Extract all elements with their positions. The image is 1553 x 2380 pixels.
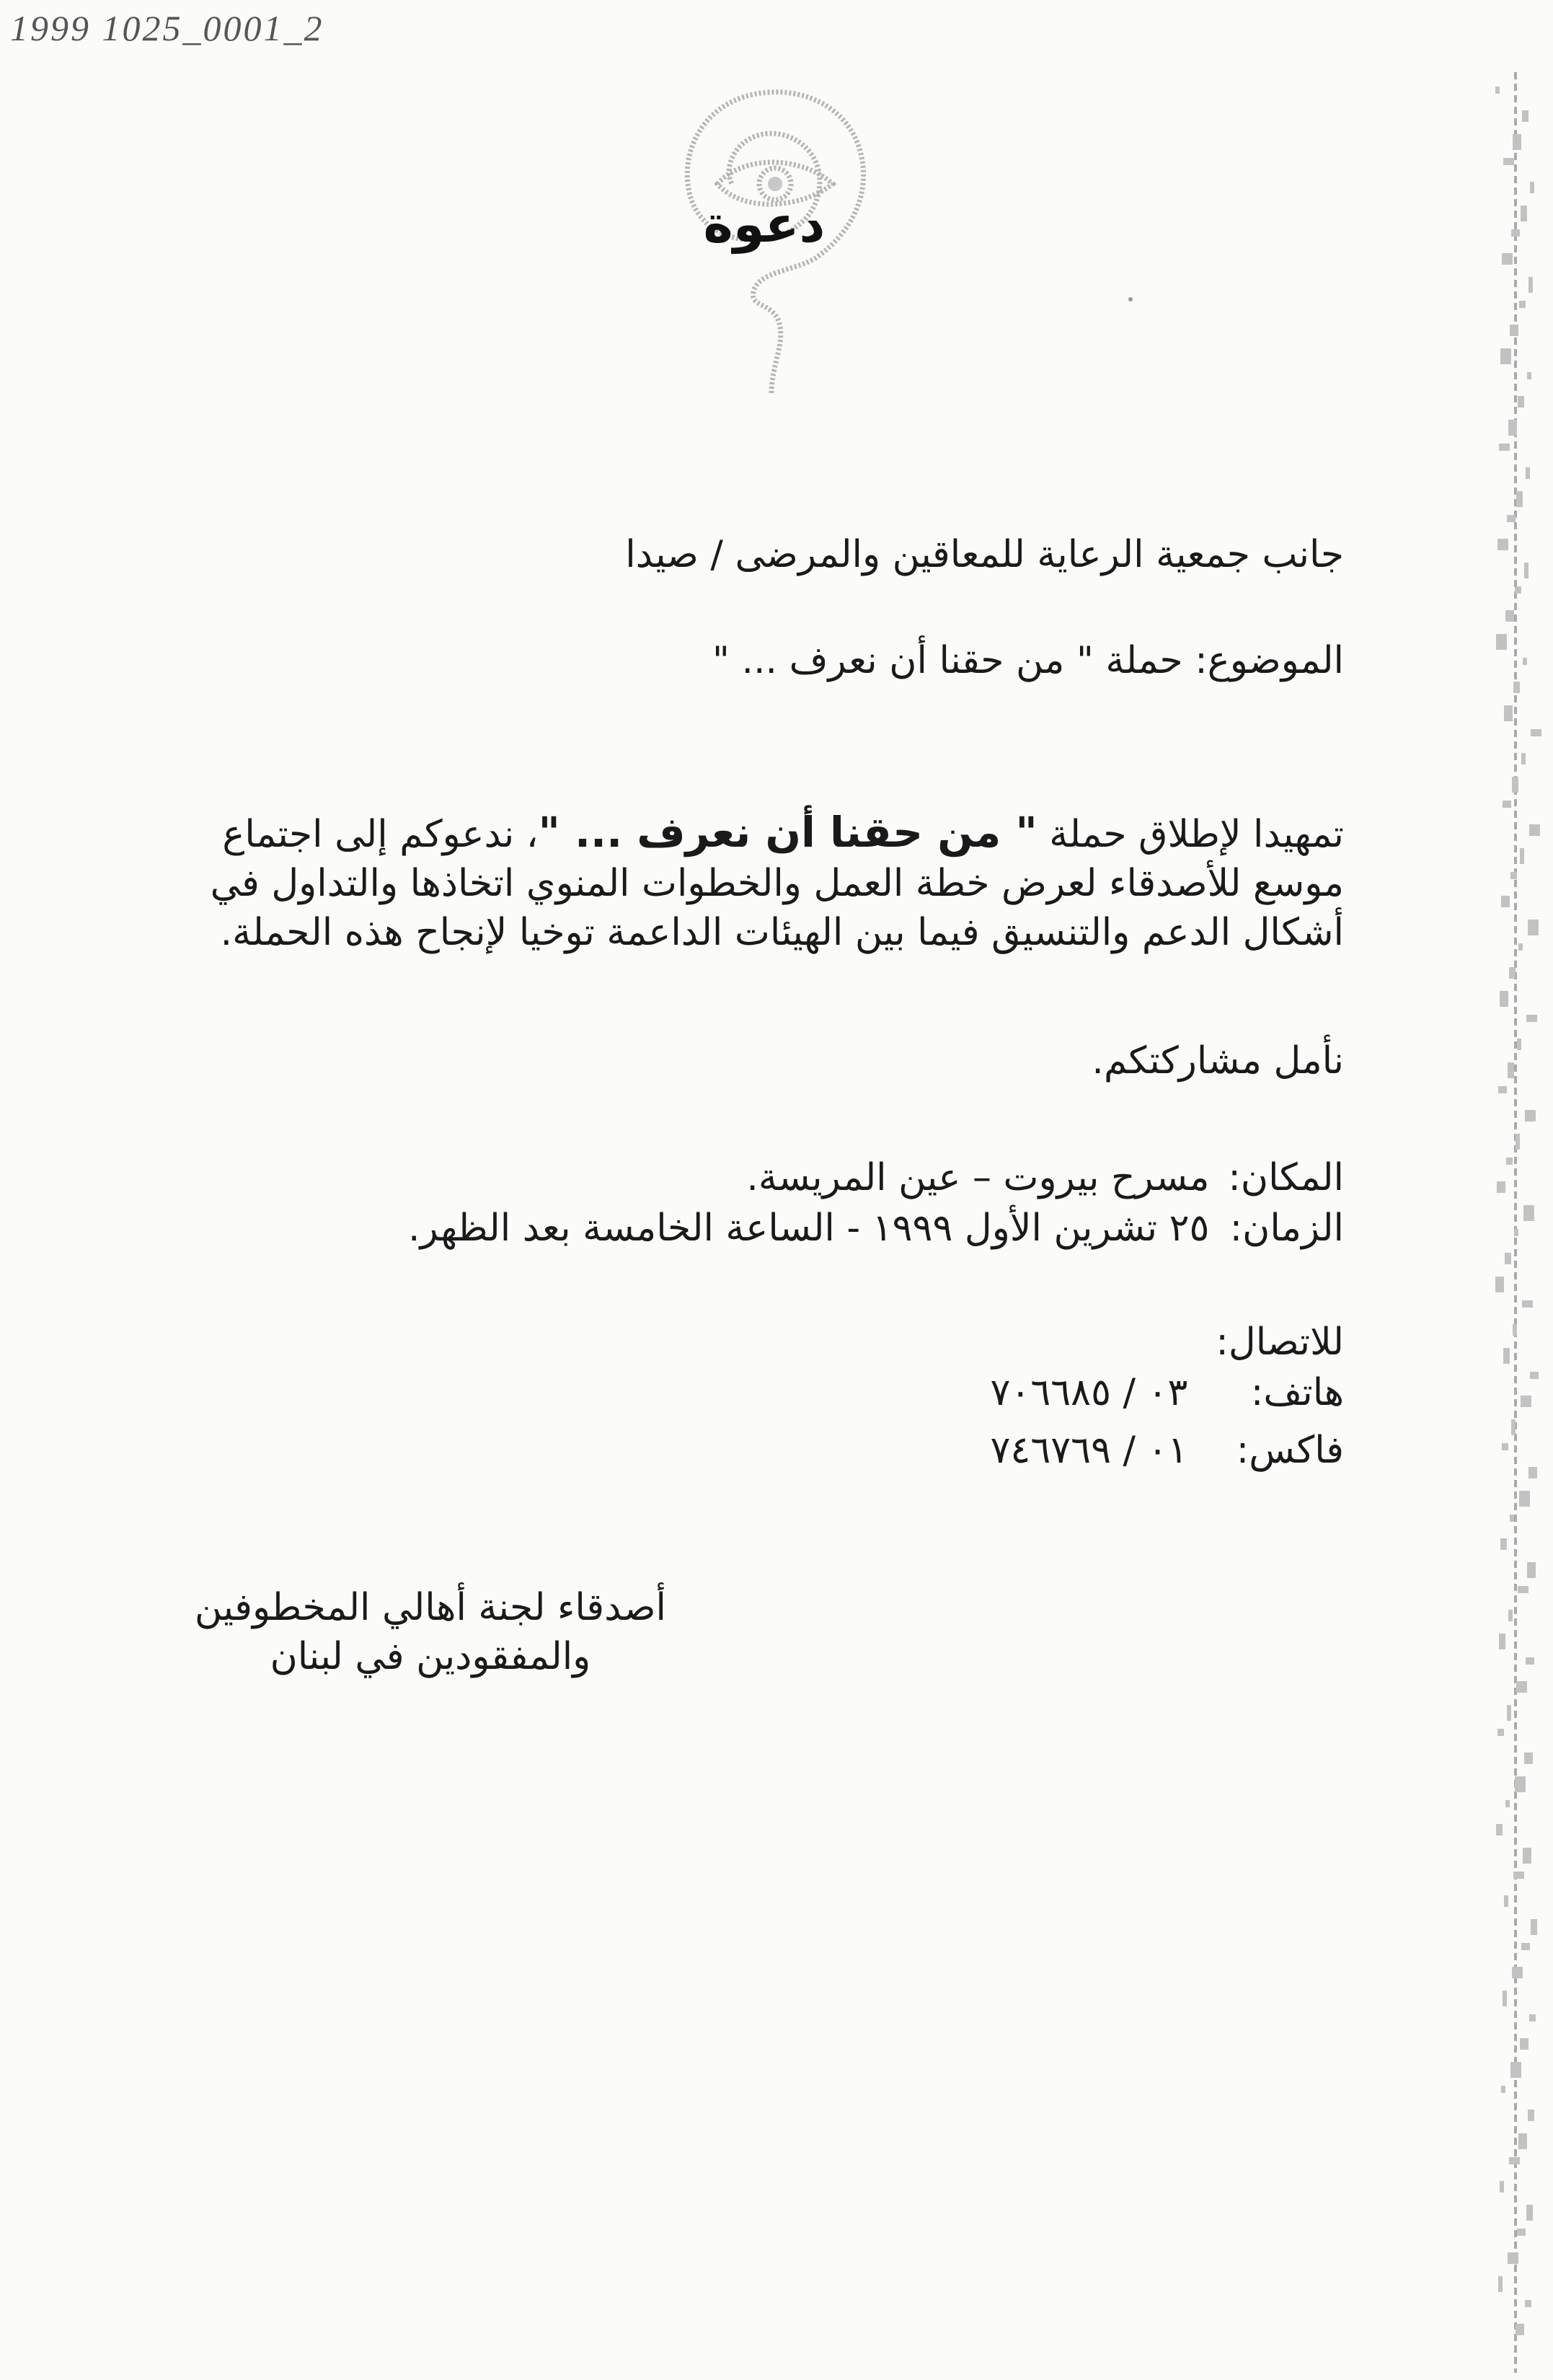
edge-speck bbox=[1530, 182, 1534, 193]
edge-speck bbox=[1516, 491, 1523, 507]
edge-speck bbox=[1497, 1181, 1505, 1193]
edge-speck bbox=[1518, 396, 1524, 407]
edge-speck bbox=[1496, 1824, 1503, 1835]
addressee-line: جانب جمعية الرعاية للمعاقين والمرضى / صيدا bbox=[625, 533, 1344, 576]
edge-speck bbox=[1513, 1324, 1517, 1336]
edge-speck bbox=[1513, 1872, 1524, 1879]
edge-speck bbox=[1526, 1015, 1537, 1022]
edge-speck bbox=[1517, 1039, 1521, 1050]
phone-value: ٠٣ / ٧٠٦٦٨٥ bbox=[990, 1371, 1188, 1414]
edge-speck bbox=[1530, 1372, 1539, 1379]
edge-speck bbox=[1501, 896, 1510, 907]
edge-speck bbox=[1527, 372, 1531, 379]
phone-label: هاتف: bbox=[1250, 1371, 1344, 1414]
edge-speck bbox=[1516, 1681, 1527, 1693]
time-label: الزمان: bbox=[1229, 1207, 1344, 1250]
signature-line-2: والمفقودين في لبنان bbox=[270, 1635, 591, 1678]
scan-edge-strip bbox=[1487, 72, 1544, 2373]
edge-speck bbox=[1524, 1753, 1533, 1764]
edge-speck bbox=[1524, 563, 1528, 578]
edge-speck bbox=[1521, 1943, 1530, 1950]
edge-speck bbox=[1500, 1538, 1507, 1550]
body-line-1-post: ، ندعوكم إلى اجتماع bbox=[222, 813, 539, 856]
edge-speck bbox=[1498, 2276, 1503, 2292]
edge-speck bbox=[1518, 1586, 1528, 1593]
edge-speck bbox=[1528, 277, 1533, 293]
edge-speck bbox=[1502, 253, 1513, 265]
edge-speck bbox=[1519, 1491, 1530, 1507]
body-line-3: أشكال الدعم والتنسيق فيما بين الهيئات الداعمة توخيا لإنجاح هذه الحملة. bbox=[220, 911, 1344, 954]
edge-speck bbox=[1522, 1300, 1533, 1308]
edge-speck bbox=[1508, 1610, 1513, 1621]
body-line-2: موسع للأصدقاء لعرض خطة العمل والخطوات المنوي اتخاذها والتداول في bbox=[210, 862, 1344, 905]
edge-speck bbox=[1505, 1800, 1510, 1807]
edge-speck bbox=[1495, 87, 1500, 94]
edge-speck bbox=[1520, 848, 1524, 864]
signature-line-1: أصدقاء لجنة أهالي المخطوفين bbox=[194, 1586, 666, 1629]
edge-speck bbox=[1512, 1967, 1523, 1978]
edge-speck bbox=[1526, 2205, 1533, 2221]
edge-speck bbox=[1509, 2157, 1520, 2164]
edge-speck bbox=[1523, 1848, 1531, 1864]
edge-speck bbox=[1511, 229, 1520, 237]
edge-speck bbox=[1511, 1419, 1516, 1435]
edge-speck bbox=[1498, 1086, 1507, 1093]
edge-speck bbox=[1525, 1110, 1536, 1121]
edge-speck bbox=[1513, 134, 1521, 150]
time-row bbox=[408, 1206, 1344, 1251]
edge-speck bbox=[1531, 729, 1541, 736]
edge-speck bbox=[1517, 2229, 1526, 2236]
edge-speck bbox=[1521, 753, 1526, 764]
edge-speck bbox=[1496, 634, 1507, 650]
document-title: دعوة bbox=[703, 195, 826, 254]
edge-speck bbox=[1528, 920, 1539, 935]
place-row bbox=[746, 1155, 1344, 1200]
body-line-1 bbox=[211, 808, 1344, 859]
edge-speck bbox=[1507, 515, 1516, 522]
edge-speck bbox=[1527, 1562, 1536, 1578]
edge-speck bbox=[1505, 610, 1514, 622]
edge-speck bbox=[1521, 1396, 1531, 1407]
edge-speck bbox=[1502, 1443, 1508, 1450]
edge-speck bbox=[1505, 1253, 1511, 1264]
edge-speck bbox=[1520, 2038, 1528, 2050]
edge-speck bbox=[1500, 2181, 1504, 2192]
edge-speck bbox=[1516, 2324, 1524, 2335]
fax-value: ٠١ / ٧٤٦٧٦٩ bbox=[990, 1429, 1188, 1472]
reference-number: 1999 1025_0001_2 bbox=[10, 8, 324, 48]
fax-row bbox=[990, 1428, 1344, 1473]
edge-speck bbox=[1503, 158, 1514, 165]
time-value: ٢٥ تشرين الأول ١٩٩٩ - الساعة الخامسة بعد الظهر. bbox=[408, 1207, 1210, 1250]
fax-label: فاكس: bbox=[1236, 1429, 1344, 1472]
edge-speck bbox=[1508, 1062, 1514, 1078]
edge-speck bbox=[1528, 2110, 1534, 2121]
closing-hope: نأمل مشاركتكم. bbox=[1092, 1039, 1344, 1083]
edge-speck bbox=[1519, 301, 1526, 308]
edge-speck bbox=[1516, 1134, 1520, 1150]
edge-speck bbox=[1523, 1205, 1534, 1221]
edge-speck bbox=[1508, 420, 1517, 436]
edge-speck bbox=[1523, 658, 1527, 665]
place-label: المكان: bbox=[1228, 1156, 1344, 1199]
edge-speck bbox=[1531, 1919, 1537, 1935]
edge-speck bbox=[1497, 539, 1508, 550]
edge-speck bbox=[1510, 325, 1518, 336]
edge-speck bbox=[1518, 943, 1523, 951]
edge-speck bbox=[1503, 1348, 1510, 1364]
subject-line: الموضوع: حملة " من حقنا أن نعرف ... " bbox=[712, 639, 1344, 682]
signature-block bbox=[195, 1583, 666, 1681]
edge-speck bbox=[1503, 1991, 1507, 2006]
phone-row bbox=[990, 1370, 1344, 1415]
contact-title: للاتصال: bbox=[1216, 1321, 1344, 1364]
edge-speck bbox=[1513, 682, 1520, 693]
edge-speck bbox=[1509, 967, 1516, 979]
edge-speck bbox=[1504, 1895, 1508, 1907]
edge-speck bbox=[1500, 348, 1511, 364]
edge-speck bbox=[1510, 2062, 1521, 2078]
edge-speck bbox=[1495, 1277, 1504, 1292]
edge-speck bbox=[1512, 777, 1518, 793]
edge-speck bbox=[1525, 2300, 1531, 2307]
edge-speck bbox=[1503, 801, 1511, 808]
edge-speck bbox=[1510, 872, 1517, 879]
edge-speck bbox=[1504, 705, 1513, 721]
body-paragraph bbox=[211, 808, 1344, 957]
edge-speck bbox=[1497, 1729, 1504, 1736]
edge-speck bbox=[1501, 2086, 1505, 2093]
edge-speck bbox=[1528, 1467, 1537, 1478]
edge-speck bbox=[1499, 444, 1510, 451]
edge-speck bbox=[1521, 206, 1527, 221]
edge-speck bbox=[1508, 2252, 1518, 2264]
edge-speck bbox=[1515, 586, 1521, 594]
edge-speck bbox=[1500, 991, 1508, 1007]
edge-speck bbox=[1526, 467, 1530, 479]
edge-speck bbox=[1529, 2014, 1536, 2022]
edge-speck bbox=[1529, 824, 1540, 836]
body-line-1-pre: تمهيدا لإطلاق حملة bbox=[1037, 813, 1344, 856]
edge-speck bbox=[1507, 1705, 1511, 1721]
edge-speck bbox=[1518, 2133, 1527, 2149]
edge-speck bbox=[1499, 1634, 1505, 1649]
edge-speck bbox=[1515, 1776, 1526, 1792]
edge-speck bbox=[1526, 1657, 1534, 1665]
edge-speck bbox=[1506, 1158, 1513, 1165]
edge-speck bbox=[1514, 1229, 1518, 1236]
edge-speck bbox=[1522, 110, 1528, 122]
campaign-name-bold: " من حقنا أن نعرف ... " bbox=[538, 808, 1037, 857]
scan-speck bbox=[1128, 297, 1133, 301]
edge-speck bbox=[1510, 1515, 1514, 1522]
place-value: مسرح بيروت – عين المريسة. bbox=[746, 1156, 1210, 1199]
